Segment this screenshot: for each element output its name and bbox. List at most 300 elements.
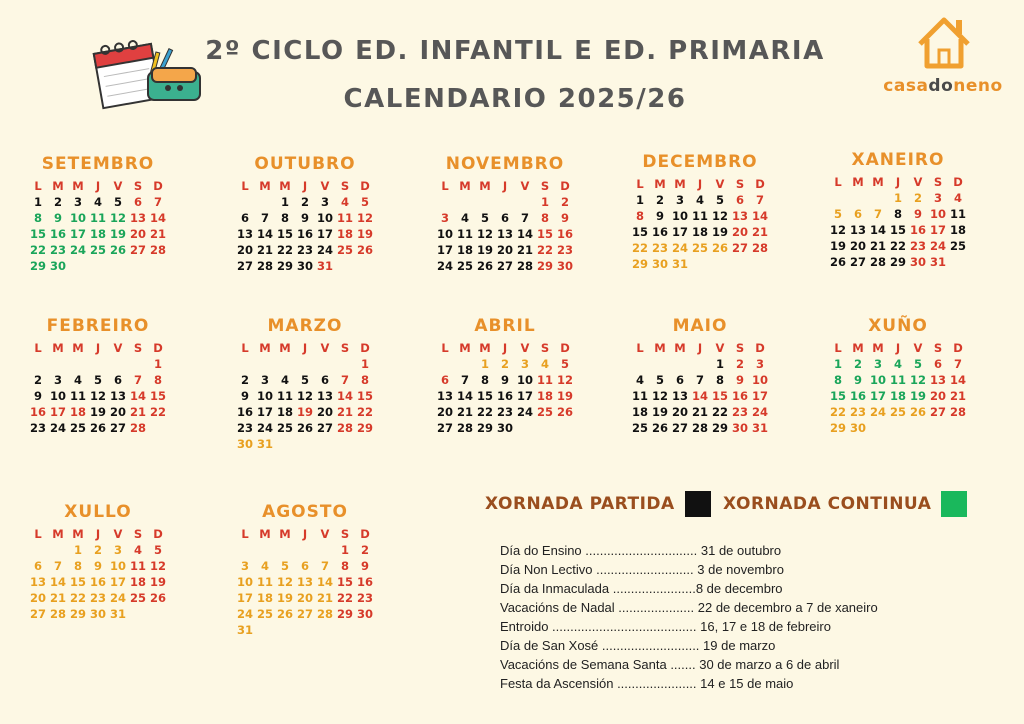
day-cell: 24 [436,259,453,273]
day-cell: 23 [236,421,253,435]
day-cell: 26 [356,243,373,257]
day-cell: 6 [240,211,249,225]
house-icon [916,14,972,72]
day-cell: 17 [516,389,533,403]
day-cell: 13 [29,575,46,589]
day-cell: 3 [440,211,449,225]
day-cell: 16 [296,227,313,241]
day-cell: 22 [149,405,166,419]
day-cell: 4 [953,191,962,205]
month-1 [235,152,375,274]
day-cell: 10 [316,211,333,225]
day-cell: 11 [889,373,906,387]
day-cell: 29 [276,259,293,273]
day-cell: 4 [133,543,142,557]
day-cell: 2 [33,373,42,387]
weekday-header: J [895,341,901,355]
day-cell: 23 [651,241,668,255]
empty-cell [515,194,535,210]
empty-cell [68,356,88,372]
day-cell: 1 [480,357,489,371]
day-cell: 6 [853,207,862,221]
day-cell: 27 [496,259,513,273]
day-cell: 29 [829,421,846,435]
weekday-header: M [674,341,686,355]
month-11 [235,500,375,638]
day-cell: 28 [751,241,768,255]
day-cell: 14 [516,227,533,241]
month-days-grid [828,340,968,436]
day-cell: 11 [691,209,708,223]
day-cell: 30 [356,607,373,621]
legend-continua-label: XORNADA CONTINUA [723,494,932,514]
weekday-header: L [636,341,644,355]
weekday-header: V [715,177,725,191]
day-cell: 3 [320,195,329,209]
day-cell: 12 [556,373,573,387]
empty-cell [275,542,295,558]
day-cell: 24 [109,591,126,605]
day-cell: 16 [49,227,66,241]
holiday-row [500,579,878,598]
day-cell: 23 [556,243,573,257]
holiday-label: Entroido ........................................ [500,619,697,634]
month-7 [435,314,575,436]
empty-cell [435,356,455,372]
day-cell: 30 [909,255,926,269]
day-cell: 23 [29,421,46,435]
day-cell: 12 [651,389,668,403]
day-cell: 7 [260,211,269,225]
day-cell: 4 [635,373,644,387]
holiday-row [500,560,878,579]
weekday-header: M [479,179,491,193]
weekday-header: M [52,341,64,355]
day-cell: 10 [671,209,688,223]
day-cell: 18 [691,225,708,239]
day-cell: 7 [953,357,962,371]
day-cell: 27 [29,607,46,621]
day-cell: 17 [316,227,333,241]
day-cell: 9 [500,373,509,387]
logo-part-casa: casa [883,76,929,96]
day-cell: 25 [889,405,906,419]
day-cell: 30 [89,607,106,621]
day-cell: 10 [436,227,453,241]
day-cell: 2 [93,543,102,557]
day-cell: 18 [456,243,473,257]
weekday-header: M [459,179,471,193]
empty-cell [128,356,148,372]
day-cell: 7 [53,559,62,573]
day-cell: 5 [833,207,842,221]
day-cell: 20 [129,227,146,241]
day-cell: 26 [711,241,728,255]
weekday-header: M [279,341,291,355]
day-cell: 3 [113,543,122,557]
day-cell: 26 [476,259,493,273]
holiday-date: 19 de marzo [703,638,776,653]
day-cell: 21 [149,227,166,241]
casadoneno-logo [878,12,1008,102]
day-cell: 24 [929,239,946,253]
month-10 [28,500,168,622]
day-cell: 5 [300,373,309,387]
month-days-grid [435,340,575,436]
day-cell: 15 [356,389,373,403]
day-cell: 18 [949,223,966,237]
month-name: AGOSTO [262,502,348,522]
day-cell: 28 [516,259,533,273]
day-cell: 22 [829,405,846,419]
day-cell: 27 [849,255,866,269]
day-cell: 13 [496,227,513,241]
weekday-header: M [852,341,864,355]
holiday-date: 30 de marzo a 6 de abril [699,657,840,672]
day-cell: 3 [675,193,684,207]
day-cell: 28 [256,259,273,273]
day-cell: 19 [556,389,573,403]
day-cell: 19 [651,405,668,419]
month-days-grid [435,178,575,274]
day-cell: 12 [909,373,926,387]
day-cell: 8 [33,211,42,225]
weekday-header: V [520,179,530,193]
day-cell: 1 [340,543,349,557]
day-cell: 28 [869,255,886,269]
month-days-grid [28,340,168,436]
weekday-header: D [755,177,765,191]
weekday-header: J [95,341,101,355]
legend-partida [485,491,711,517]
day-cell: 22 [336,591,353,605]
day-cell: 3 [260,373,269,387]
weekday-header: L [441,179,449,193]
day-cell: 4 [540,357,549,371]
weekday-header: S [933,175,943,189]
day-cell: 7 [153,195,162,209]
day-cell: 22 [711,405,728,419]
day-cell: 20 [296,591,313,605]
day-cell: 20 [436,405,453,419]
day-cell: 23 [909,239,926,253]
legend-continua [723,491,967,517]
day-cell: 10 [869,373,886,387]
empty-cell [235,542,255,558]
day-cell: 24 [671,241,688,255]
day-cell: 28 [336,421,353,435]
day-cell: 21 [49,591,66,605]
day-cell: 21 [129,405,146,419]
day-cell: 26 [829,255,846,269]
day-cell: 13 [849,223,866,237]
day-cell: 16 [556,227,573,241]
holiday-date: 16, 17 e 18 de febreiro [700,619,831,634]
day-cell: 5 [480,211,489,225]
day-cell: 23 [731,405,748,419]
day-cell: 21 [456,405,473,419]
day-cell: 13 [109,389,126,403]
day-cell: 16 [236,405,253,419]
empty-cell [868,190,888,206]
day-cell: 9 [560,211,569,225]
day-cell: 25 [129,591,146,605]
weekday-header: M [852,175,864,189]
weekday-header: M [872,341,884,355]
day-cell: 8 [715,373,724,387]
day-cell: 15 [829,389,846,403]
day-cell: 29 [536,259,553,273]
empty-cell [828,190,848,206]
day-cell: 20 [671,405,688,419]
weekday-header: S [540,179,550,193]
weekday-header: S [133,179,143,193]
day-cell: 4 [695,193,704,207]
day-cell: 6 [735,193,744,207]
day-cell: 19 [829,239,846,253]
day-cell: 6 [320,373,329,387]
day-cell: 18 [889,389,906,403]
day-cell: 13 [316,389,333,403]
day-cell: 3 [933,191,942,205]
day-cell: 8 [480,373,489,387]
day-cell: 14 [149,211,166,225]
day-cell: 2 [240,373,249,387]
weekday-header: V [913,341,923,355]
day-cell: 6 [113,373,122,387]
holiday-row [500,655,878,674]
weekday-header: M [259,341,271,355]
day-cell: 23 [849,405,866,419]
day-cell: 15 [631,225,648,239]
day-cell: 28 [949,405,966,419]
day-cell: 1 [33,195,42,209]
weekday-header: L [241,341,249,355]
day-cell: 5 [93,373,102,387]
day-cell: 4 [260,559,269,573]
day-cell: 12 [356,211,373,225]
day-cell: 30 [731,421,748,435]
day-cell: 1 [153,357,162,371]
weekday-header: M [459,341,471,355]
month-name: NOVEMBRO [445,154,565,174]
month-name: DECEMBRO [642,152,758,172]
day-cell: 7 [873,207,882,221]
day-cell: 10 [236,575,253,589]
day-cell: 16 [651,225,668,239]
holiday-label: Vacacións de Nadal ..................... [500,600,695,615]
day-cell: 7 [520,211,529,225]
day-cell: 10 [929,207,946,221]
empty-cell [255,356,275,372]
day-cell: 10 [69,211,86,225]
day-cell: 21 [256,243,273,257]
day-cell: 27 [929,405,946,419]
month-name: ABRIL [474,316,536,336]
empty-cell [108,356,128,372]
day-cell: 22 [356,405,373,419]
weekday-header: S [933,341,943,355]
month-days-grid [630,176,770,272]
day-cell: 18 [89,227,106,241]
day-cell: 22 [631,241,648,255]
month-3 [630,150,770,272]
day-cell: 8 [73,559,82,573]
holiday-date: 22 de decembro a 7 de xaneiro [697,600,878,615]
day-cell: 9 [93,559,102,573]
day-cell: 19 [89,405,106,419]
day-cell: 25 [691,241,708,255]
day-cell: 16 [89,575,106,589]
day-cell: 30 [296,259,313,273]
day-cell: 19 [296,405,313,419]
weekday-header: L [34,341,42,355]
day-cell: 19 [149,575,166,589]
weekday-header: V [520,341,530,355]
day-cell: 3 [520,357,529,371]
day-cell: 23 [296,243,313,257]
day-cell: 1 [715,357,724,371]
day-cell: 21 [336,405,353,419]
day-cell: 14 [316,575,333,589]
day-cell: 15 [29,227,46,241]
weekday-header: L [34,527,42,541]
day-cell: 29 [29,259,46,273]
day-cell: 10 [49,389,66,403]
month-days-grid [235,526,375,638]
weekday-header: V [113,179,123,193]
day-cell: 26 [651,421,668,435]
day-cell: 28 [129,421,146,435]
weekday-header: J [95,179,101,193]
day-cell: 27 [236,259,253,273]
day-cell: 15 [889,223,906,237]
day-cell: 12 [296,389,313,403]
day-cell: 16 [356,575,373,589]
day-cell: 17 [869,389,886,403]
day-cell: 31 [109,607,126,621]
day-cell: 31 [236,623,253,637]
day-cell: 4 [460,211,469,225]
day-cell: 8 [280,211,289,225]
day-cell: 27 [436,421,453,435]
weekday-header: V [320,527,330,541]
day-cell: 23 [89,591,106,605]
day-cell: 10 [516,373,533,387]
day-cell: 20 [316,405,333,419]
day-cell: 17 [236,591,253,605]
day-cell: 17 [436,243,453,257]
day-cell: 25 [89,243,106,257]
day-cell: 18 [631,405,648,419]
day-cell: 16 [731,389,748,403]
day-cell: 29 [631,257,648,271]
day-cell: 27 [316,421,333,435]
day-cell: 11 [456,227,473,241]
day-cell: 31 [316,259,333,273]
day-cell: 20 [236,243,253,257]
weekday-header: J [697,341,703,355]
day-cell: 22 [536,243,553,257]
empty-cell [48,356,68,372]
day-cell: 8 [833,373,842,387]
month-name: OUTUBRO [254,154,356,174]
empty-cell [630,356,650,372]
day-cell: 26 [149,591,166,605]
day-cell: 26 [89,421,106,435]
day-cell: 13 [671,389,688,403]
weekday-header: M [279,179,291,193]
weekday-header: M [872,175,884,189]
weekday-header: J [697,177,703,191]
weekday-header: M [674,177,686,191]
day-cell: 1 [73,543,82,557]
day-cell: 29 [336,607,353,621]
day-cell: 5 [913,357,922,371]
day-cell: 7 [695,373,704,387]
weekday-header: D [153,527,163,541]
day-cell: 5 [655,373,664,387]
day-cell: 4 [73,373,82,387]
day-cell: 4 [893,357,902,371]
day-cell: 11 [276,389,293,403]
day-cell: 15 [336,575,353,589]
day-cell: 13 [929,373,946,387]
day-cell: 6 [440,373,449,387]
day-cell: 5 [715,193,724,207]
weekday-header: D [953,341,963,355]
day-cell: 18 [69,405,86,419]
empty-cell [670,356,690,372]
day-cell: 22 [69,591,86,605]
day-cell: 14 [256,227,273,241]
day-cell: 4 [93,195,102,209]
day-cell: 2 [853,357,862,371]
day-cell: 13 [129,211,146,225]
empty-cell [275,356,295,372]
legend-continua-swatch [941,491,967,517]
weekday-header: M [72,341,84,355]
day-cell: 17 [109,575,126,589]
empty-cell [848,190,868,206]
day-cell: 20 [109,405,126,419]
month-name: XULLO [64,502,132,522]
empty-cell [28,542,48,558]
day-cell: 10 [751,373,768,387]
month-name: XANEIRO [851,150,945,170]
day-cell: 2 [655,193,664,207]
day-cell: 14 [949,373,966,387]
weekday-header: L [241,527,249,541]
weekday-header: V [113,527,123,541]
day-cell: 11 [89,211,106,225]
day-cell: 15 [149,389,166,403]
day-cell: 2 [500,357,509,371]
weekday-header: S [735,177,745,191]
day-cell: 16 [909,223,926,237]
weekday-header: M [479,341,491,355]
day-cell: 20 [29,591,46,605]
weekday-header: V [113,341,123,355]
day-cell: 14 [456,389,473,403]
day-cell: 5 [360,195,369,209]
holiday-date: 8 de decembro [695,581,783,596]
day-cell: 24 [516,405,533,419]
day-cell: 18 [536,389,553,403]
day-cell: 17 [751,389,768,403]
day-cell: 7 [340,373,349,387]
day-cell: 25 [631,421,648,435]
